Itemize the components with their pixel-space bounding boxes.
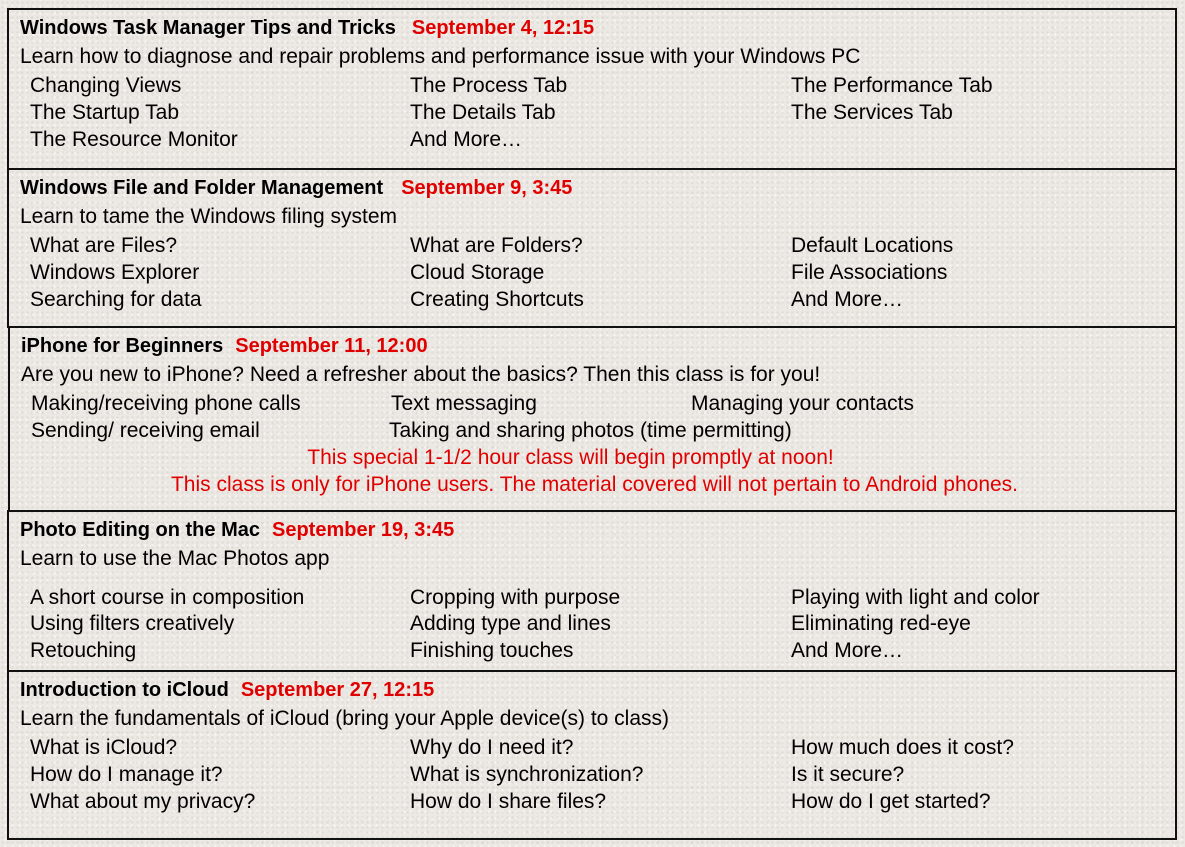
class-description: Are you new to iPhone? Need a refresher about the basics? Then this class is for you! xyxy=(21,363,821,386)
class-notice: This class is only for iPhone users. The material covered will not pertain to Android phones. xyxy=(170,473,1019,496)
topic-item: The Process Tab xyxy=(410,74,568,97)
class-task-manager xyxy=(7,8,1177,170)
class-date: September 19, 3:45 xyxy=(271,519,455,541)
topic-item: The Details Tab xyxy=(410,101,556,124)
topic-item: Searching for data xyxy=(30,288,202,311)
topic-item: What is iCloud? xyxy=(30,736,178,759)
class-title: iPhone for Beginners xyxy=(21,335,224,357)
topic-item: The Performance Tab xyxy=(791,74,993,97)
topic-item: The Services Tab xyxy=(791,101,953,124)
class-heading xyxy=(21,335,428,358)
topic-item: Windows Explorer xyxy=(30,261,200,284)
topic-item: How do I manage it? xyxy=(30,763,223,786)
topic-item: Changing Views xyxy=(30,74,182,97)
topic-item: Default Locations xyxy=(791,234,954,257)
topic-item: Finishing touches xyxy=(410,639,574,662)
topic-item: What are Folders? xyxy=(410,234,583,257)
class-description: Learn the fundamentals of iCloud (bring your Apple device(s) to class) xyxy=(20,707,670,730)
topic-item: Is it secure? xyxy=(791,763,905,786)
class-title: Introduction to iCloud xyxy=(20,679,229,701)
topic-item: Text messaging xyxy=(391,392,537,415)
topic-item: File Associations xyxy=(791,261,948,284)
class-notice: This special 1-1/2 hour class will begin promptly at noon! xyxy=(307,446,834,469)
topic-item: Retouching xyxy=(30,639,137,662)
topic-item: Why do I need it? xyxy=(410,736,574,759)
class-description: Learn to tame the Windows filing system xyxy=(20,205,397,228)
class-iphone-beginners xyxy=(8,326,1177,512)
topic-item: Taking and sharing photos (time permitting) xyxy=(389,419,792,442)
topic-item: Sending/ receiving email xyxy=(31,419,260,442)
topic-item: What is synchronization? xyxy=(410,763,644,786)
topic-item: How do I share files? xyxy=(410,790,607,813)
topic-item: And More… xyxy=(410,128,523,151)
class-title: Windows Task Manager Tips and Tricks xyxy=(20,17,396,39)
topic-item: Cloud Storage xyxy=(410,261,545,284)
class-heading xyxy=(20,17,594,40)
class-photo-editing-mac xyxy=(7,510,1177,672)
class-description: Learn to use the Mac Photos app xyxy=(20,547,330,570)
topic-item: Making/receiving phone calls xyxy=(31,392,301,415)
class-heading xyxy=(20,679,434,702)
topic-item: Cropping with purpose xyxy=(410,586,621,609)
topic-item: How do I get started? xyxy=(791,790,991,813)
topic-item: Eliminating red-eye xyxy=(791,612,971,635)
topic-item: Managing your contacts xyxy=(691,392,914,415)
class-file-folder-management xyxy=(7,168,1177,328)
topic-item: The Resource Monitor xyxy=(30,128,238,151)
topic-item: What are Files? xyxy=(30,234,178,257)
class-intro-icloud xyxy=(7,670,1177,840)
class-description: Learn how to diagnose and repair problems and performance issue with your Windows PC xyxy=(20,45,861,68)
topic-item: And More… xyxy=(791,288,904,311)
topic-item: A short course in composition xyxy=(30,586,305,609)
topic-item: And More… xyxy=(791,639,904,662)
topic-item: Creating Shortcuts xyxy=(410,288,584,311)
class-title: Photo Editing on the Mac xyxy=(20,519,260,541)
topic-item: The Startup Tab xyxy=(30,101,180,124)
topic-item: How much does it cost? xyxy=(791,736,1014,759)
class-date: September 27, 12:15 xyxy=(240,679,435,701)
class-date: September 11, 12:00 xyxy=(235,335,428,357)
class-date: September 4, 12:15 xyxy=(411,17,595,39)
class-heading xyxy=(20,177,572,200)
topic-item: Adding type and lines xyxy=(410,612,611,635)
class-date: September 9, 3:45 xyxy=(401,177,573,199)
class-title: Windows File and Folder Management xyxy=(20,177,384,199)
topic-item: Playing with light and color xyxy=(791,586,1040,609)
topic-item: Using filters creatively xyxy=(30,612,235,635)
topic-item: What about my privacy? xyxy=(30,790,256,813)
class-heading xyxy=(20,519,454,542)
